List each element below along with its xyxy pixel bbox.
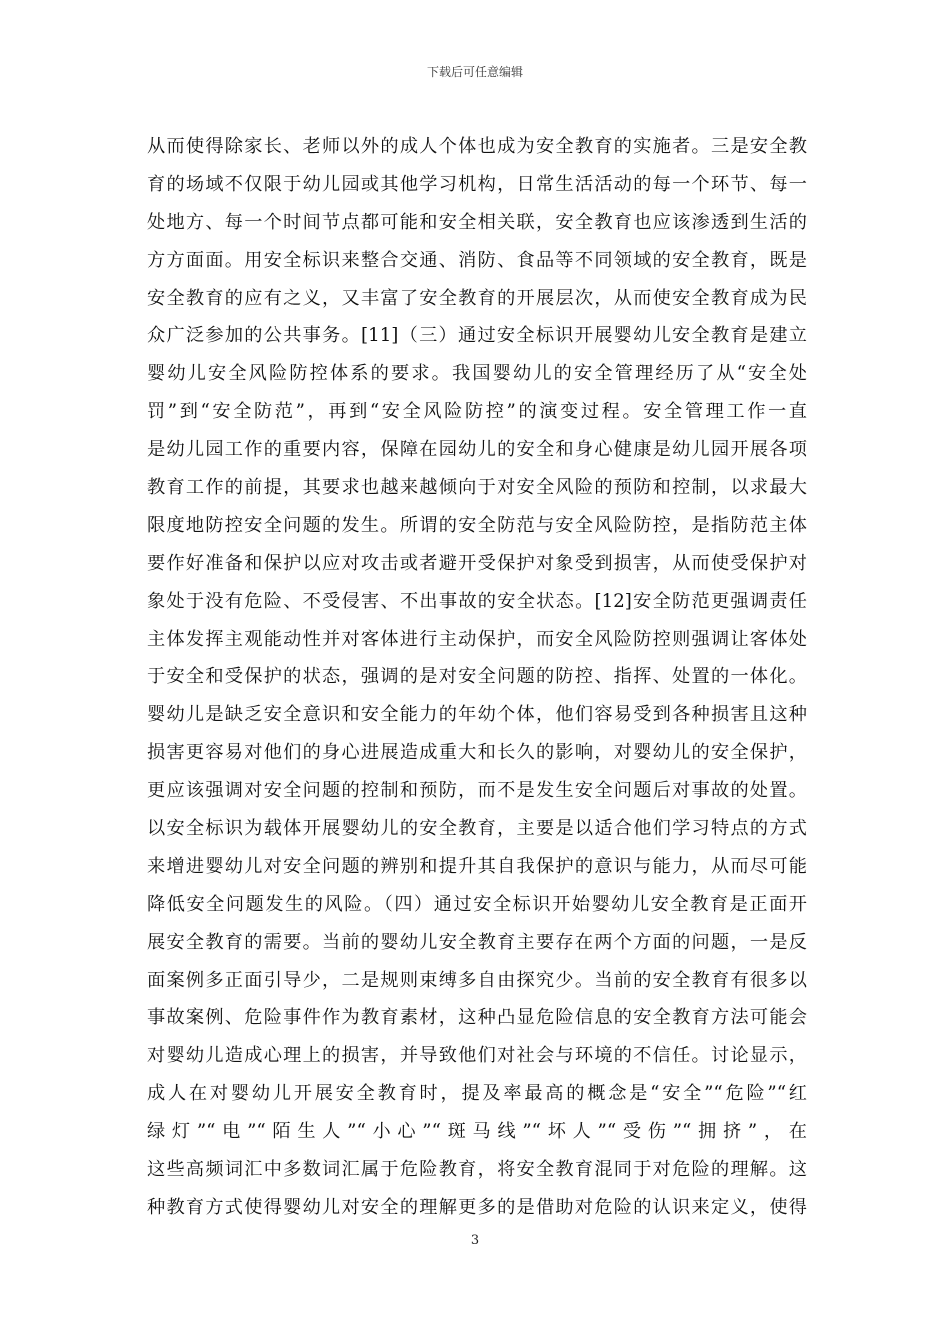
text-line: 象处于没有危险、不受侵害、不出事故的安全状态。[12]安全防范更强调责任 xyxy=(147,590,807,612)
text-line: 是幼儿园工作的重要内容，保障在园幼儿的安全和身心健康是幼儿园开展各项 xyxy=(147,439,807,461)
text-line: 展安全教育的需要。当前的婴幼儿安全教育主要存在两个方面的问题，一是反 xyxy=(147,931,807,953)
text-line: 处地方、每一个时间节点都可能和安全相关联，安全教育也应该渗透到生活的 xyxy=(147,211,807,233)
text-line: 教育工作的前提，其要求也越来越倾向于对安全风险的预防和控制，以求最大 xyxy=(147,477,807,499)
page-header: 下载后可任意编辑 xyxy=(426,65,523,79)
text-line: 主体发挥主观能动性并对客体进行主动保护，而安全风险防控则强调让客体处 xyxy=(147,628,807,650)
text-line: 婴幼儿是缺乏安全意识和安全能力的年幼个体，他们容易受到各种损害且这种 xyxy=(147,704,807,726)
text-line: 这些高频词汇中多数词汇属于危险教育，将安全教育混同于对危险的理解。这 xyxy=(147,1159,807,1181)
text-line: 要作好准备和保护以应对攻击或者避开受保护对象受到损害，从而使受保护对 xyxy=(147,552,807,574)
text-line: 限度地防控安全问题的发生。所谓的安全防范与安全风险防控，是指防范主体 xyxy=(147,514,807,536)
text-line: 来增进婴幼儿对安全问题的辨别和提升其自我保护的意识与能力，从而尽可能 xyxy=(147,855,807,877)
text-line: 众广泛参加的公共事务。[11]（三）通过安全标识开展婴幼儿安全教育是建立 xyxy=(147,325,807,347)
text-line: 从而使得除家长、老师以外的成人个体也成为安全教育的实施者。三是安全教 xyxy=(147,136,807,157)
text-line: 安全教育的应有之义，又丰富了安全教育的开展层次，从而使安全教育成为民 xyxy=(147,287,807,309)
text-line: 更应该强调对安全问题的控制和预防，而不是发生安全问题后对事故的处置。 xyxy=(147,780,807,802)
page-number: 3 xyxy=(470,1233,480,1248)
text-line: 种教育方式使得婴幼儿对安全的理解更多的是借助对危险的认识来定义，使得 xyxy=(147,1196,807,1218)
text-line: 成人在对婴幼儿开展安全教育时，提及率最高的概念是“安全”“危险”“红 xyxy=(147,1083,807,1105)
text-line: 以安全标识为载体开展婴幼儿的安全教育，主要是以适合他们学习特点的方式 xyxy=(147,818,807,840)
text-line: 婴幼儿安全风险防控体系的要求。我国婴幼儿的安全管理经历了从“安全处 xyxy=(147,363,807,385)
text-line: 事故案例、危险事件作为教育素材，这种凸显危险信息的安全教育方法可能会 xyxy=(147,1007,807,1029)
body-text xyxy=(147,128,807,1227)
text-line: 于安全和受保护的状态，强调的是对安全问题的防控、指挥、处置的一体化。 xyxy=(147,666,807,688)
text-line: 绿灯”“电”“陌生人”“小心”“斑马线”“坏人”“受伤”“拥挤”，在 xyxy=(147,1121,807,1143)
text-line: 对婴幼儿造成心理上的损害，并导致他们对社会与环境的不信任。讨论显示， xyxy=(147,1045,807,1067)
text-line: 罚”到“安全防范”，再到“安全风险防控”的演变过程。安全管理工作一直 xyxy=(147,401,807,423)
text-line: 降低安全问题发生的风险。（四）通过安全标识开始婴幼儿安全教育是正面开 xyxy=(147,893,807,915)
text-line: 方方面面。用安全标识来整合交通、消防、食品等不同领域的安全教育，既是 xyxy=(147,249,807,271)
text-line: 面案例多正面引导少，二是规则束缚多自由探究少。当前的安全教育有很多以 xyxy=(147,969,807,991)
text-line: 育的场域不仅限于幼儿园或其他学习机构，日常生活活动的每一个环节、每一 xyxy=(147,173,807,195)
text-line: 损害更容易对他们的身心进展造成重大和长久的影响，对婴幼儿的安全保护， xyxy=(147,742,807,764)
